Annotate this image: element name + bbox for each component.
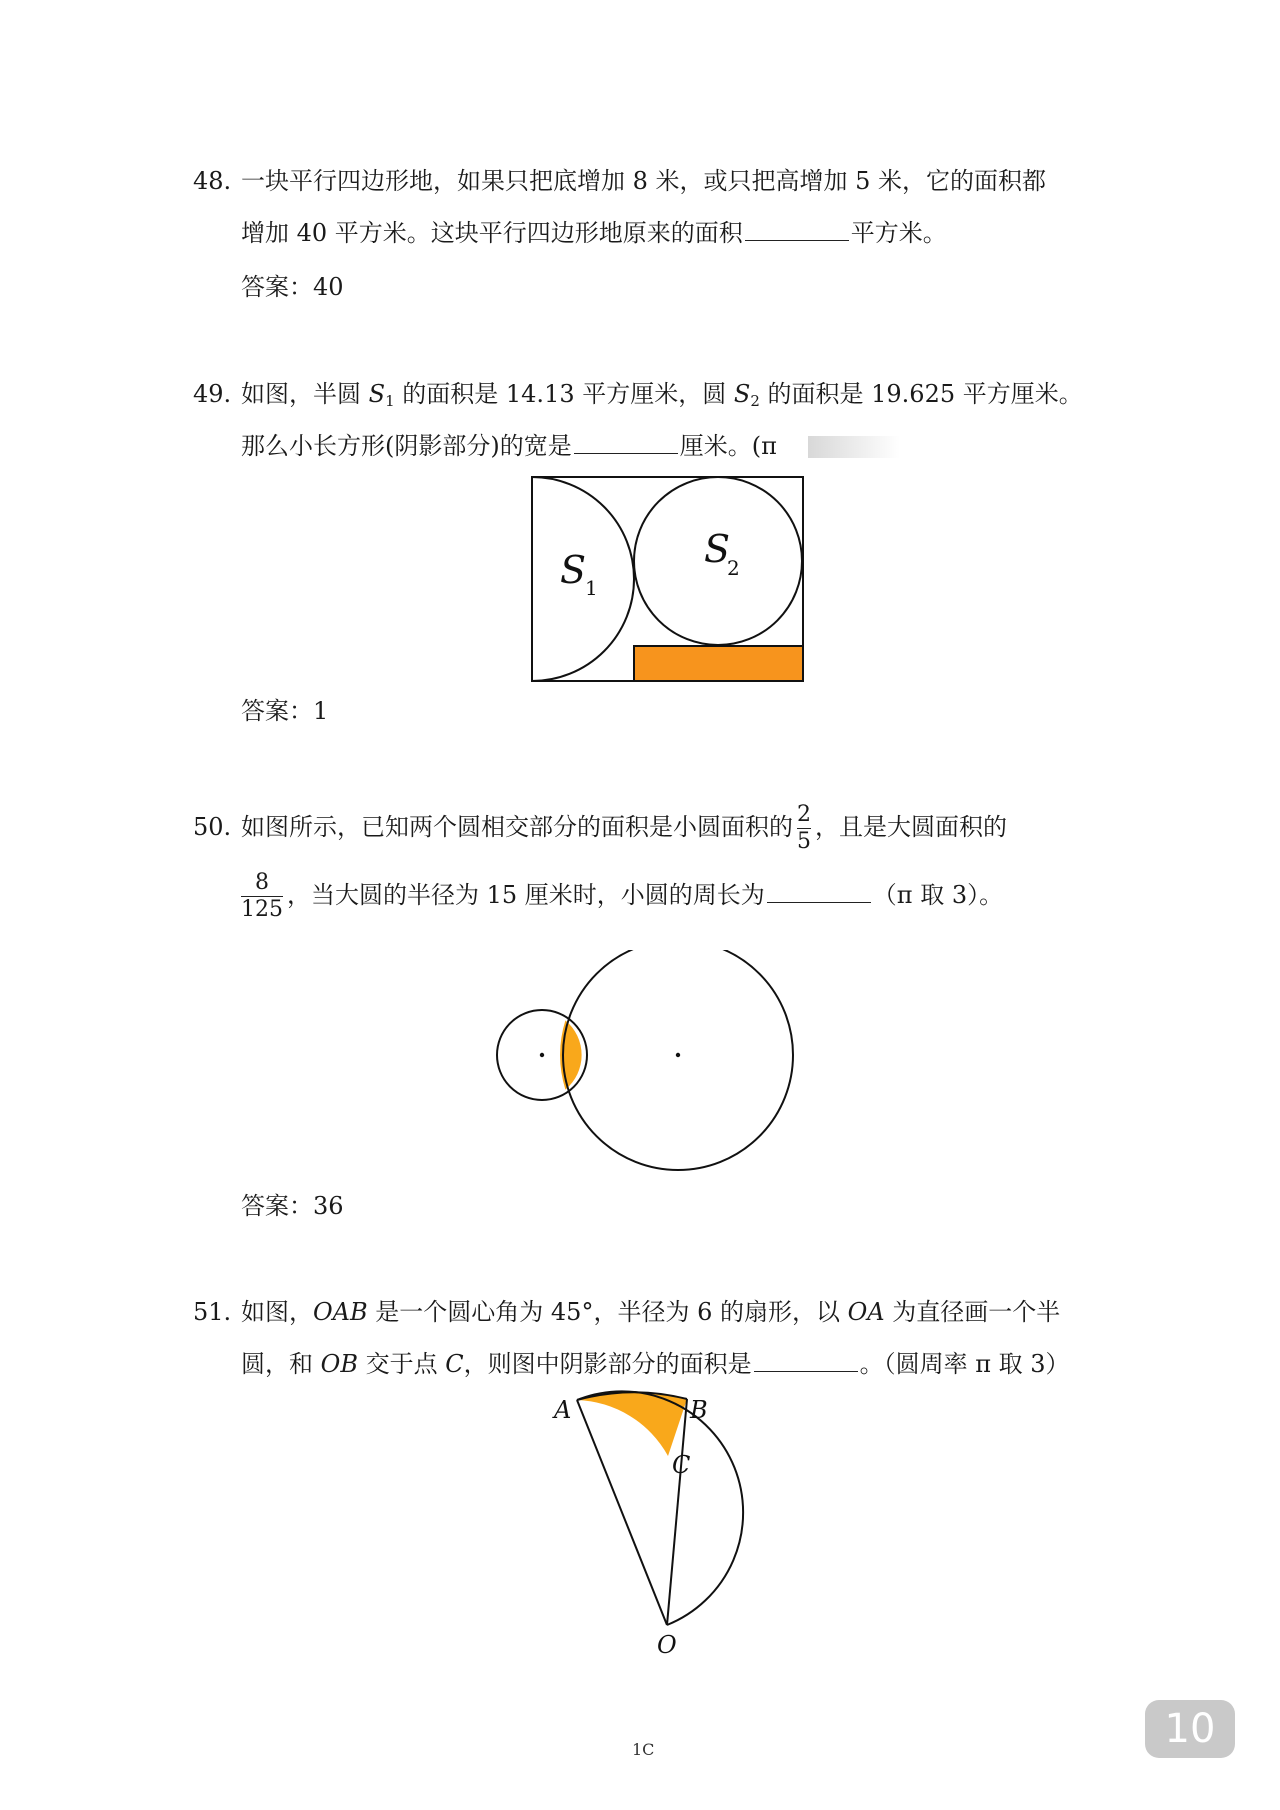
fraction-denominator: 5 [797, 829, 811, 854]
q49-s1-var: S [368, 380, 386, 408]
question-48-line-2 [241, 217, 947, 249]
q49-unit: 厘米。(π [679, 432, 777, 460]
q51-text-b: 是一个圆心角为 45°，半径为 6 的扇形，以 [367, 1298, 848, 1326]
question-50-line-1 [241, 798, 1007, 856]
q51-text-a: 如图， [241, 1298, 313, 1326]
q49-label-s1-sub: 1 [585, 576, 598, 600]
page-number-text: 1C [632, 1740, 655, 1759]
question-48-line-1: 一块平行四边形地，如果只把底增加 8 米，或只把高增加 5 米，它的面积都 [241, 167, 1047, 195]
fraction-eight-over-125 [241, 870, 283, 923]
q51-text-d: 圆，和 [241, 1350, 321, 1378]
question-49-line-2 [241, 430, 777, 462]
q51-label-b: B [690, 1396, 708, 1424]
question-50-answer: 答案：36 [241, 1192, 344, 1220]
q51-var-c: C [445, 1350, 464, 1378]
q51-text-e: 交于点 [357, 1350, 446, 1378]
question-51-line-2 [241, 1348, 1070, 1380]
q49-text-b: 的面积是 14.13 平方厘米，圆 [394, 380, 734, 408]
q51-var-oab: OAB [313, 1298, 368, 1326]
question-48-answer: 答案：40 [241, 273, 344, 301]
q50-figure [480, 950, 810, 1190]
q49-shaded-rectangle [634, 646, 803, 681]
q51-text-g: 。（圆周率 π 取 3） [859, 1350, 1070, 1378]
q51-text-f: ，则图中阴影部分的面积是 [463, 1350, 752, 1378]
answer-blank [574, 431, 678, 454]
fraction-two-fifths [797, 802, 811, 855]
q49-text-c: 的面积是 19.625 平方厘米。 [759, 380, 1083, 408]
answer-blank [745, 218, 849, 241]
q50-small-center-dot [540, 1053, 544, 1057]
q49-figure [500, 460, 840, 690]
question-49-line-1 [241, 378, 1083, 417]
q51-var-ob: OB [320, 1350, 358, 1378]
fraction-denominator: 125 [241, 897, 283, 922]
q51-figure [540, 1385, 800, 1665]
q51-label-a: A [554, 1396, 572, 1424]
question-51-number: 51. [193, 1298, 232, 1326]
q51-label-o: O [657, 1631, 677, 1659]
q50-text-a: 如图所示，已知两个圆相交部分的面积是小圆面积的 [241, 813, 793, 841]
q49-s1-sub: 1 [385, 392, 395, 410]
q49-label-s2-sub: 2 [727, 556, 740, 580]
question-50-number: 50. [193, 813, 232, 841]
q49-s2-sub: 2 [750, 392, 760, 410]
q49-s2-var: S [733, 380, 751, 408]
q50-text-b: ，且是大圆面积的 [815, 813, 1007, 841]
q49-label-s2: S [704, 527, 731, 571]
question-50-line-2 [241, 866, 1003, 924]
q49-label-s1: S [560, 548, 587, 592]
q49-line-2-text: 那么小长方形(阴影部分)的宽是 [241, 432, 572, 460]
q51-label-c: C [672, 1451, 691, 1479]
question-48-unit: 平方米。 [850, 219, 947, 247]
question-48-number: 48. [193, 167, 232, 195]
q49-text-a: 如图，半圆 [241, 380, 369, 408]
fraction-numerator: 8 [255, 870, 269, 895]
q51-var-oa: OA [847, 1298, 885, 1326]
q50-large-circle [563, 950, 793, 1170]
question-48-line-2-text: 增加 40 平方米。这块平行四边形地原来的面积 [241, 219, 743, 247]
q51-text-c: 为直径画一个半 [884, 1298, 1061, 1326]
question-49-answer: 答案：1 [241, 697, 329, 725]
fraction-numerator: 2 [797, 802, 811, 827]
answer-blank [767, 880, 871, 903]
q50-text-c: ，当大圆的半径为 15 厘米时，小圆的周长为 [287, 881, 765, 909]
question-51-line-1 [241, 1296, 1060, 1328]
page-number-badge[interactable]: 10 [1145, 1700, 1235, 1758]
question-49-number: 49. [193, 380, 232, 408]
q50-large-center-dot [676, 1053, 680, 1057]
q49-cropped-fade [808, 436, 900, 458]
q50-text-d: （π 取 3）。 [872, 881, 1004, 909]
answer-blank [754, 1349, 858, 1372]
